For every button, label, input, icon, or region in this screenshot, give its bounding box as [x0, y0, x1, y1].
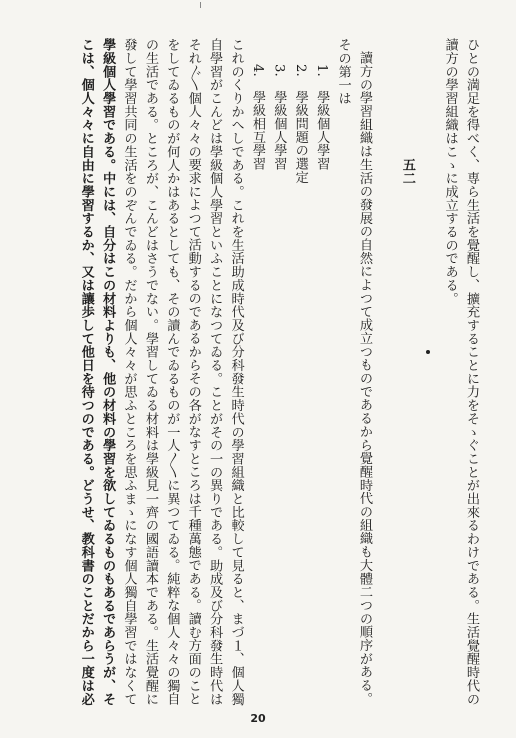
- section-line-2: その第一は: [335, 38, 351, 105]
- list-item-4: 4. 學級相互學習: [249, 64, 265, 171]
- spacer: [375, 38, 396, 48]
- list-item-3: 3. 學級個人學習: [271, 64, 287, 171]
- vertical-text-block: [75, 38, 482, 708]
- page-number: 20: [250, 712, 266, 725]
- list-item-1: 1. 學級個人學習: [314, 64, 330, 171]
- section-line-1: 讀方の學習組織は生活の發展の自然によつて成立つものであるから覺醒時代の組織も大體二つの順序がある。: [357, 51, 372, 706]
- section-heading: 五二: [399, 158, 415, 185]
- list-item-2: 2. 學級問題の選定: [292, 64, 308, 184]
- text-line-1: ひとの満足を得べく、専ら生活を覺醒し、擴充することに力をそゝぐことが出來るわけである。生活覺醒時代の: [464, 38, 479, 706]
- body-line-7: 學級個人學習である。中には、自分はこの材料よりも、他の材料の學習を欲してゐるものもあるであらうが、そ: [100, 38, 116, 706]
- body-line-3: それ〴〵個人々々の要求によつて活動するのであるからその各がなすところは千種萬態である。讀む方面のこと: [185, 38, 201, 706]
- body-line-4: をしてゐるものが何人かはあるとしても、その讀んでゐるものが一人〳〵に異つてゐる。純粹な個人々々の獨自: [164, 38, 180, 706]
- body-line-6: 發して學習共同の生活をのぞんでゐる。だから個人々々が思ふところを思ふまゝになす個人獨自學習ではなくて: [121, 38, 137, 706]
- spacer: [418, 38, 439, 48]
- text-line-2: 讀方の學習組織はこゝに成立するのである。: [442, 38, 458, 305]
- body-line-8: こは、個人々々に自由に學習するか、又は讓歩して他日を待つのである。どうせ、教科書のことだから一度は必: [78, 38, 94, 706]
- body-line-1: これのくりかへしである。これを生活助成時代及び分科發生時代の學習組織と比較して見ると、まづ１、個人獨: [228, 38, 244, 706]
- ink-dot: [426, 350, 430, 354]
- body-line-5: の生活である。ところが、こんどはさうでない。學習してゐる材料は學級見一齊の國語讀本である。生活覺醒に: [142, 38, 158, 706]
- scan-edge-mark: [200, 2, 201, 8]
- body-line-2: 自學習がこんどは學級個人學習といふことになつてゐる。ことがその一の異りである。助成及び分科發生時代は: [207, 38, 223, 706]
